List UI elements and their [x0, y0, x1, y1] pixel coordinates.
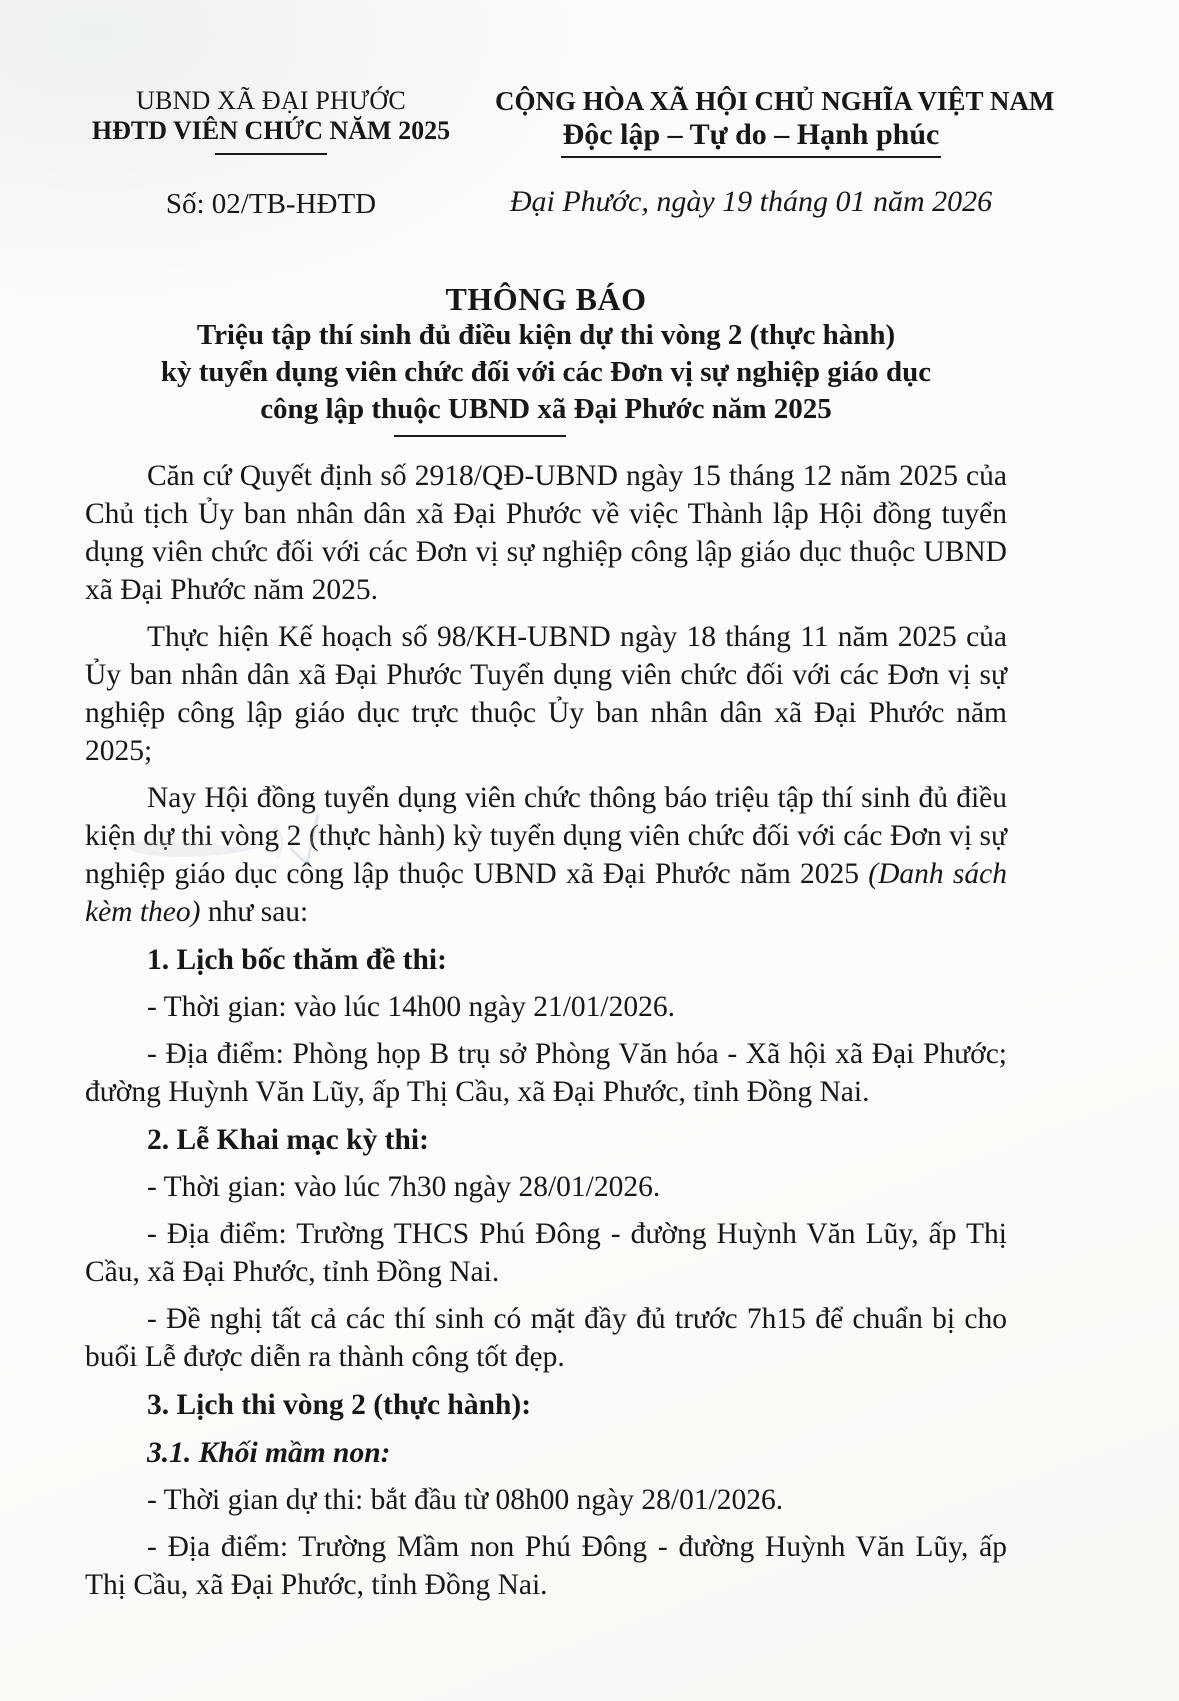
document-subtitle-line2: kỳ tuyển dụng viên chức đối với các Đơn vị sự nghiệp giáo dục	[160, 356, 932, 388]
paragraph-basis-plan: Thực hiện Kế hoạch số 98/KH-UBND ngày 18 tháng 11 năm 2025 của Ủy ban nhân dân xã Đại Phước Tuyển dụng viên chức đối với các Đơn vị sự nghiệp công lập giáo dục trực thuộc Ủy ban nhân dân xã Đại Phước năm 2025;	[85, 621, 1007, 767]
title-separator-rule	[394, 435, 566, 437]
document-subtitle-line3: công lập thuộc UBND xã Đại Phước năm 2025	[260, 393, 832, 425]
paragraph-summons	[85, 779, 1007, 931]
section-2-note: - Đề nghị tất cả các thí sinh có mặt đầy đủ trước 7h15 để chuẩn bị cho buổi Lễ được diễn ra thành công tốt đẹp.	[85, 1303, 1007, 1373]
national-title: CỘNG HÒA XÃ HỘI CHỦ NGHĨA VIỆT NAM	[495, 86, 1055, 116]
issuer-underline-rule	[215, 153, 327, 155]
section-3-1-location: - Địa điểm: Trường Mầm non Phú Đông - đường Huỳnh Văn Lũy, ấp Thị Cầu, xã Đại Phước, tỉnh Đồng Nai.	[85, 1531, 1007, 1601]
section-2-heading: 2. Lễ Khai mạc kỳ thi:	[147, 1124, 429, 1156]
document-number: Số: 02/TB-HĐTD	[165, 188, 377, 220]
title-block	[85, 281, 1007, 437]
summons-attachment-note: (Danh sách kèm theo)	[85, 858, 1008, 928]
place-date-line: Đại Phước, ngày 19 tháng 01 năm 2026	[509, 185, 993, 218]
section-3-heading: 3. Lịch thi vòng 2 (thực hành):	[147, 1389, 532, 1421]
document-content	[85, 86, 1055, 1613]
national-motto: Độc lập – Tự do – Hạnh phúc	[561, 118, 942, 158]
national-header-block	[495, 86, 1055, 219]
section-2-location: - Địa điểm: Trường THCS Phú Đông - đường Huỳnh Văn Lũy, ấp Thị Cầu, xã Đại Phước, tỉnh Đồng Nai.	[85, 1218, 1007, 1288]
paragraph-basis-decision: Căn cứ Quyết định số 2918/QĐ-UBND ngày 15 tháng 12 năm 2025 của Chủ tịch Ủy ban nhân dân xã Đại Phước về việc Thành lập Hội đồng tuyển dụng viên chức đối với các Đơn vị sự nghiệp công lập giáo dục thuộc UBND xã Đại Phước năm 2025.	[85, 460, 1007, 606]
document-body	[85, 457, 1007, 1604]
document-title: THÔNG BÁO	[445, 281, 647, 317]
document-subtitle-line1: Triệu tập thí sinh đủ điều kiện dự thi vòng 2 (thực hành)	[196, 319, 896, 351]
summons-text-pre: Nay Hội đồng tuyển dụng viên chức thông báo triệu tập thí sinh đủ điều kiện dự thi vòng 2 (thực hành) kỳ tuyển dụng viên chức đối với các Đơn vị sự nghiệp giáo dục công lập thuộc UBND xã Đại Phước năm 2025	[85, 782, 1007, 890]
section-1-location: - Địa điểm: Phòng họp B trụ sở Phòng Văn hóa - Xã hội xã Đại Phước; đường Huỳnh Văn Lũy, ấp Thị Cầu, xã Đại Phước, tỉnh Đồng Nai.	[85, 1038, 1007, 1108]
issuer-block	[85, 86, 457, 221]
section-1-time: - Thời gian: vào lúc 14h00 ngày 21/01/2026.	[147, 991, 675, 1023]
document-header	[85, 86, 1055, 221]
summons-text-post: như sau:	[200, 896, 309, 928]
section-1-heading: 1. Lịch bốc thăm đề thi:	[147, 944, 447, 976]
issuer-committee: HĐTD VIÊN CHỨC NĂM 2025	[91, 116, 451, 145]
issuer-org: UBND XÃ ĐẠI PHƯỚC	[136, 86, 406, 115]
section-3-1-heading: 3.1. Khối mầm non:	[147, 1437, 391, 1469]
section-2-time: - Thời gian: vào lúc 7h30 ngày 28/01/2026.	[147, 1171, 661, 1203]
section-3-1-time: - Thời gian dự thi: bắt đầu từ 08h00 ngày 28/01/2026.	[147, 1484, 784, 1516]
